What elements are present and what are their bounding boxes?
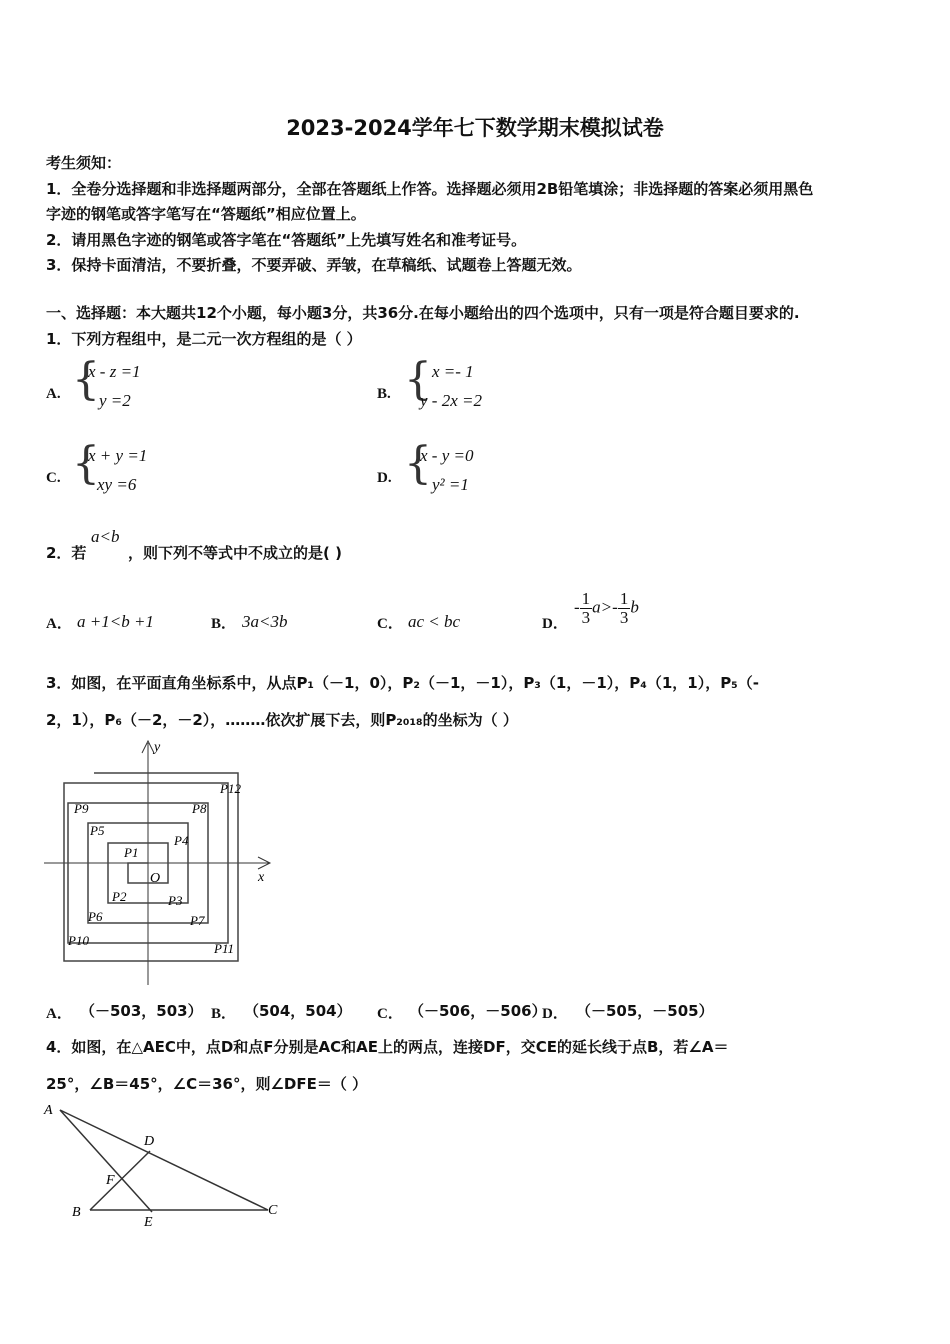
q3-option-d-label: D． [542, 1006, 568, 1022]
q2-d-minus1: - [574, 597, 580, 617]
q4-segment-bd [90, 1151, 150, 1210]
q3-option-c-value: （－506，－506） [409, 1002, 547, 1020]
q1-option-d-line1: x - y =0 [420, 446, 474, 465]
q1-stem: 1．下列方程组中，是二元一次方程组的是（ ） [46, 330, 362, 348]
q4-line-2: 25°，∠B＝45°，∠C＝36°，则∠DFE＝（ ） [46, 1075, 368, 1093]
q3-spiral-figure [44, 735, 276, 987]
q3-origin-label: O [150, 871, 161, 886]
notice-heading: 考生须知： [46, 154, 122, 172]
q3-option-d-value: （－505，－505） [576, 1002, 714, 1020]
q1-option-a-brace: { [72, 354, 100, 405]
q2-d-frac1-num: 1 [581, 589, 591, 608]
q1-option-d-label: D. [377, 470, 392, 486]
q1-option-c-label: C. [46, 470, 61, 486]
q1-option-c-brace: { [72, 438, 100, 489]
q4-segment-ac [60, 1110, 268, 1210]
q3-y-label: y [154, 740, 161, 755]
q3-label-p7: P7 [190, 913, 205, 928]
page-title: 2023-2024学年七下数学期末模拟试卷 [286, 116, 664, 140]
q1-option-b-label: B. [377, 386, 391, 402]
q2-d-frac2-num: 1 [619, 589, 629, 608]
q3-label-p4: P4 [174, 833, 189, 848]
q2-condition: a<b [91, 527, 120, 546]
q4-triangle-figure [40, 1098, 290, 1233]
q4-label-a: A [44, 1103, 53, 1118]
q3-label-p2: P2 [112, 889, 127, 904]
q3-label-p5: P5 [90, 823, 105, 838]
q3-line-2: 2，1），P₆（－2，－2），…‥…依次扩展下去，则P₂₀₁₈的坐标为（ ） [46, 711, 518, 729]
q2-option-d-expr [574, 590, 639, 627]
q1-option-c-line2: xy =6 [97, 475, 137, 494]
q4-label-b: B [72, 1205, 81, 1220]
q2-option-b-label: B． [211, 616, 237, 632]
q1-option-b-line1: x =- 1 [432, 362, 474, 381]
q3-label-p10: P10 [68, 933, 89, 948]
q1-option-d-brace: { [404, 438, 432, 489]
notice-line-1a: 1．全卷分选择题和非选择题两部分，全部在答题纸上作答。选择题必须用2B铅笔填涂；非选择题的答案必须用黑色 [46, 180, 814, 198]
q3-label-p11: P11 [214, 941, 234, 956]
q3-line-1: 3．如图，在平面直角坐标系中，从点P₁（－1，0），P₂（－1，－1），P₃（1，－1），P₄（1，1），P₅（- [46, 674, 759, 692]
q1-option-a-line2: y =2 [99, 391, 131, 410]
section-heading: 一、选择题：本大题共12个小题，每小题3分，共36分.在每小题给出的四个选项中，只有一项是符合题目要求的. [46, 304, 800, 322]
notice-line-3: 3．保持卡面清洁，不要折叠，不要弄破、弄皱，在草稿纸、试题卷上答题无效。 [46, 256, 582, 274]
q2-d-frac2 [618, 590, 631, 627]
q4-label-e: E [144, 1215, 153, 1230]
q2-option-a-expr: a +1<b +1 [77, 612, 154, 631]
q2-option-a-label: A． [46, 616, 72, 632]
q2-number: 2．若 [46, 544, 87, 562]
q3-label-p3: P3 [168, 893, 183, 908]
q4-segment-ae [60, 1110, 155, 1212]
q4-label-c: C [268, 1203, 278, 1218]
q2-option-c-label: C． [377, 616, 403, 632]
q3-label-p12: P12 [220, 781, 241, 796]
q3-label-p8: P8 [192, 801, 207, 816]
q3-label-p9: P9 [74, 801, 89, 816]
q3-option-a-value: （－503，503） [80, 1002, 203, 1020]
q2-d-mid: a>- [592, 597, 618, 617]
notice-line-2: 2．请用黑色字迹的钢笔或答字笔在“答题纸”上先填写姓名和准考证号。 [46, 231, 527, 249]
q3-x-label: x [258, 870, 265, 885]
q3-label-p6: P6 [88, 909, 103, 924]
q2-d-frac2-den: 3 [619, 608, 629, 627]
q1-option-b-line2: y - 2x =2 [420, 391, 482, 410]
q1-option-d-line2: y² =1 [432, 475, 469, 494]
q2-option-c-expr: ac < bc [408, 612, 461, 631]
q2-stem: ，则下列不等式中不成立的是( ) [128, 544, 342, 562]
q4-label-f: F [106, 1173, 115, 1188]
q3-option-b-label: B． [211, 1006, 237, 1022]
q3-option-a-label: A． [46, 1006, 72, 1022]
q4-label-d: D [144, 1134, 155, 1149]
q3-label-p1: P1 [124, 845, 139, 860]
q4-line-1: 4．如图，在△AEC中，点D和点F分别是AC和AE上的两点，连接DF，交CE的延长线于点B，若∠A＝ [46, 1038, 729, 1056]
q2-d-frac1 [580, 590, 593, 627]
q2-option-b-expr: 3a<3b [242, 612, 288, 631]
q3-option-c-label: C． [377, 1006, 403, 1022]
q2-option-d-label: D． [542, 616, 568, 632]
q1-option-a-line1: x - z =1 [88, 362, 141, 381]
q1-option-a-label: A. [46, 386, 61, 402]
notice-line-1b: 字迹的钢笔或答字笔写在“答题纸”相应位置上。 [46, 205, 366, 223]
q2-d-frac1-den: 3 [581, 608, 591, 627]
q1-option-b-brace: { [404, 354, 432, 405]
q2-d-post: b [630, 597, 639, 617]
q1-option-c-line1: x + y =1 [88, 446, 148, 465]
q3-option-b-value: （504，504） [244, 1002, 352, 1020]
